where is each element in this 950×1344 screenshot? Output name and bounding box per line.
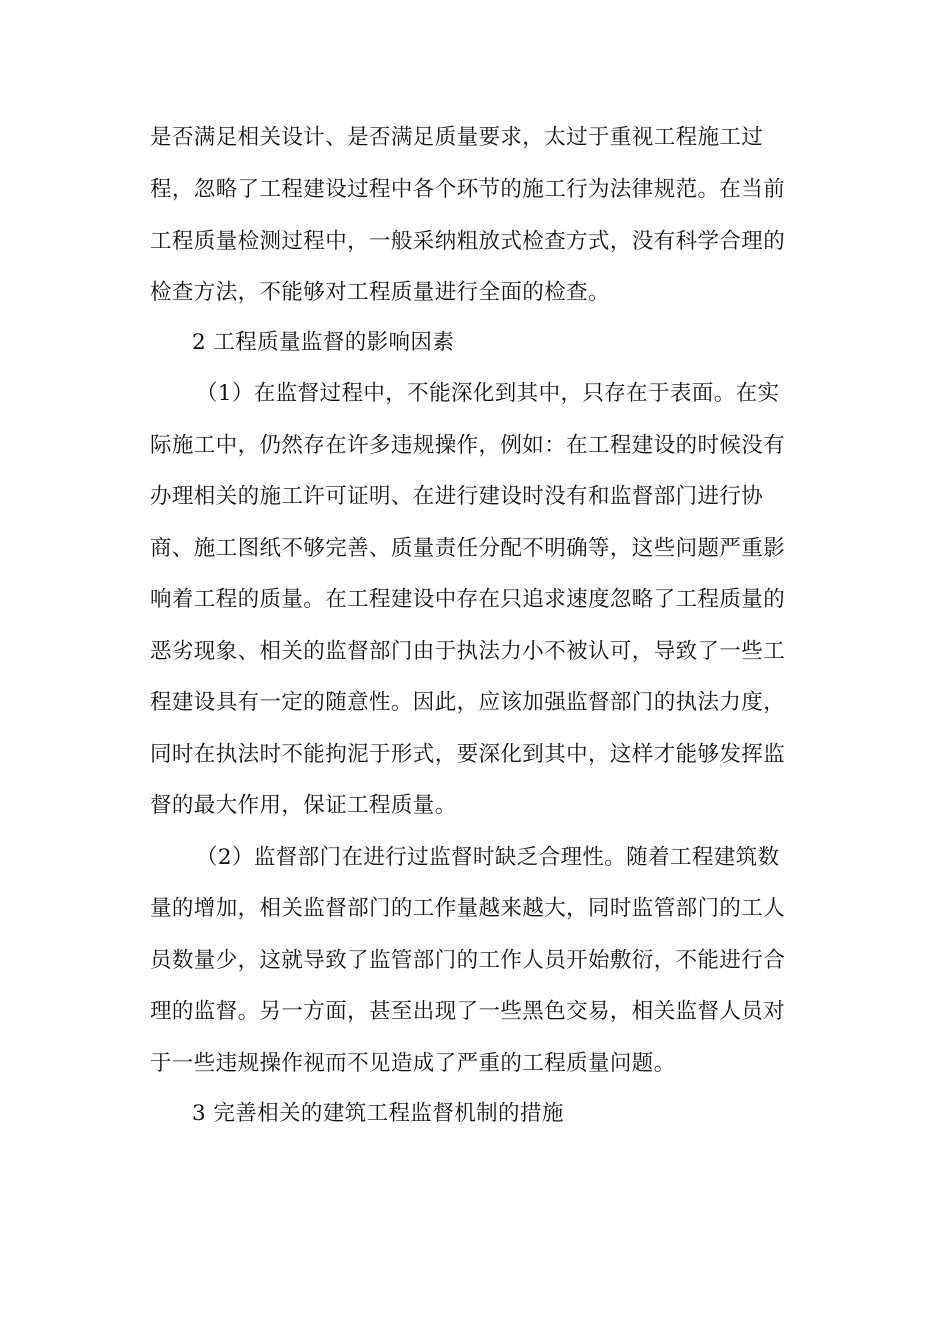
text-line: 检查方法，不能够对工程质量进行全面的检查。 (150, 280, 610, 305)
text-line: 同时在执法时不能拘泥于形式，要深化到其中，这样才能够发挥监 (150, 742, 786, 767)
text-line: 是否满足相关设计、是否满足质量要求，太过于重视工程施工过 (150, 125, 764, 150)
section-heading: 2 工程质量监督的影响因素 (192, 330, 455, 355)
text-line: 工程质量检测过程中，一般采纳粗放式检查方式，没有科学合理的 (150, 229, 786, 254)
text-line: （1）在监督过程中，不能深化到其中，只存在于表面。在实 (196, 381, 780, 406)
text-line: （2）监督部门在进行过监督时缺乏合理性。随着工程建筑数 (196, 845, 780, 870)
text-line: 理的监督。另一方面，甚至出现了一些黑色交易，相关监督人员对 (150, 999, 786, 1024)
text-line: 于一些违规操作视而不见造成了严重的工程质量问题。 (150, 1051, 676, 1076)
text-line: 督的最大作用，保证工程质量。 (150, 793, 457, 818)
text-line: 响着工程的质量。在工程建设中存在只追求速度忽略了工程质量的 (150, 587, 786, 612)
text-line: 量的增加，相关监督部门的工作量越来越大，同时监管部门的工人 (150, 896, 786, 921)
text-line: 办理相关的施工许可证明、在进行建设时没有和监督部门进行协 (150, 484, 764, 509)
text-line: 际施工中，仍然存在许多违规操作，例如：在工程建设的时候没有 (150, 433, 786, 458)
text-line: 商、施工图纸不够完善、质量责任分配不明确等，这些问题严重影 (150, 536, 786, 561)
section-heading: 3 完善相关的建筑工程监督机制的措施 (192, 1101, 564, 1126)
text-line: 恶劣现象、相关的监督部门由于执法力小不被认可，导致了一些工 (150, 639, 786, 664)
text-line: 员数量少，这就导致了监管部门的工作人员开始敷衍，不能进行合 (150, 948, 786, 973)
text-line: 程建设具有一定的随意性。因此，应该加强监督部门的执法力度， (150, 690, 786, 715)
text-line: 程，忽略了工程建设过程中各个环节的施工行为法律规范。在当前 (150, 177, 786, 202)
